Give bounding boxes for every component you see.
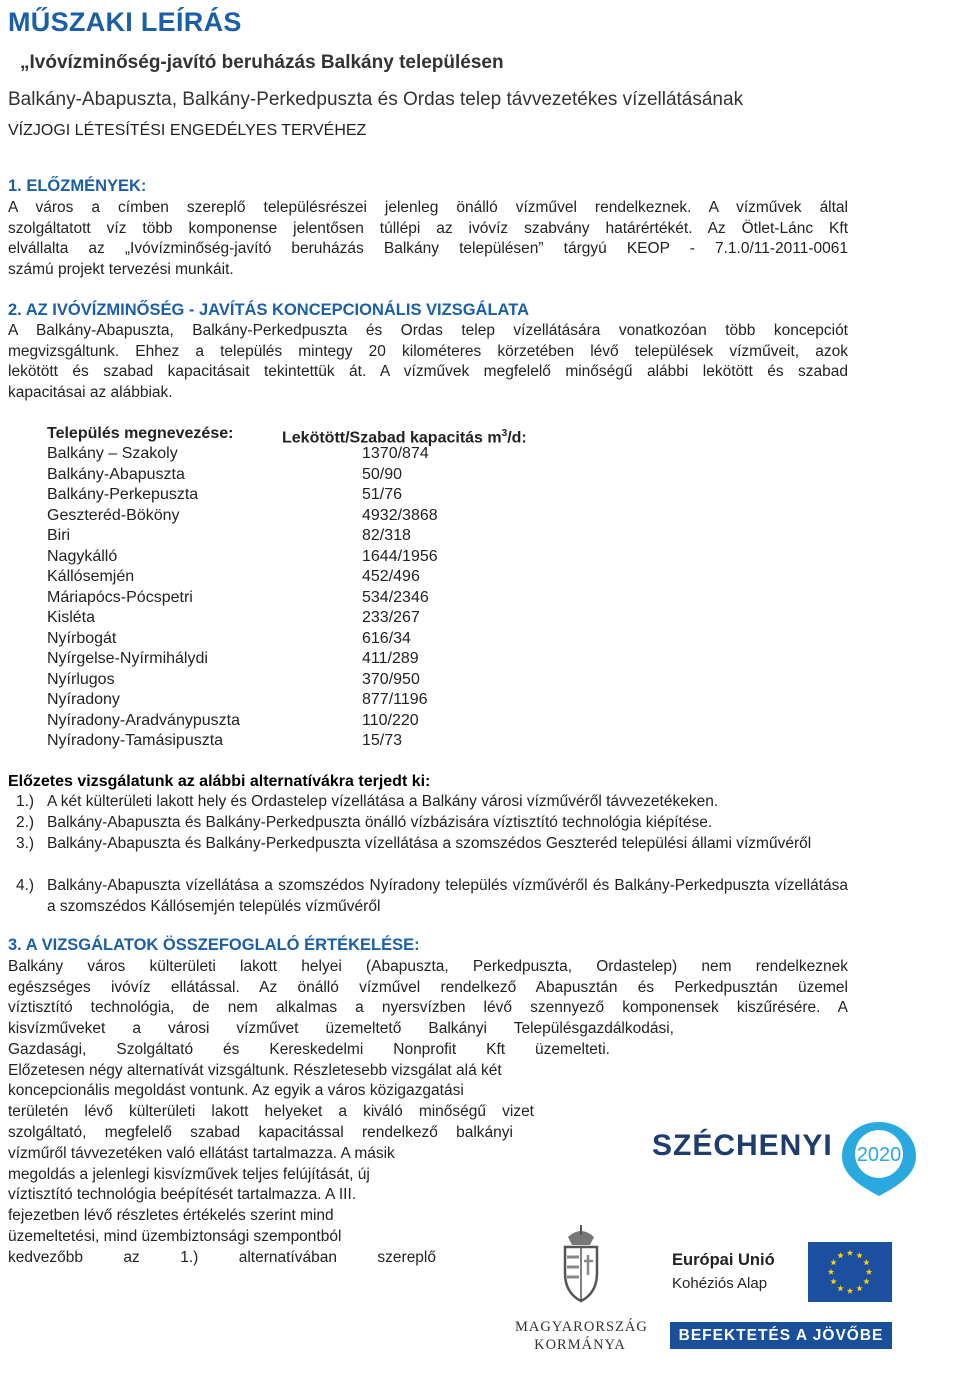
section-3-line: egészséges ivóvíz ellátással. Az önálló vízművel rendelkező Abapusztán és Perkedpusztán üzemel bbox=[8, 978, 848, 996]
alternative-number: 2.) bbox=[16, 814, 35, 831]
table-row bbox=[47, 649, 607, 670]
capacity-value: 370/950 bbox=[362, 670, 420, 688]
section-2-line: megvizsgáltunk. Ehhez a település mintegy 20 kilométeres körzetében lévő települések vízműveit, azok bbox=[8, 342, 848, 360]
settlement-name: Balkány – Szakoly bbox=[47, 445, 178, 462]
coat-of-arms-icon bbox=[560, 1225, 602, 1305]
capacity-table-header bbox=[47, 424, 607, 445]
section-3-line: kisvízműveket a városi vízművet üzemeltető Balkányi Településgazdálkodási, bbox=[8, 1020, 674, 1037]
szechenyi-year: 2020 bbox=[856, 1144, 902, 1166]
szechenyi-logo-text: SZÉCHENYI bbox=[652, 1129, 833, 1162]
alternative-text: Balkány-Abapuszta és Balkány-Perkedpuszta önálló vízbázisára víztisztító technológia kiépítése. bbox=[47, 814, 713, 831]
project-line-3: VÍZJOGI LÉTESÍTÉSI ENGEDÉLYES TERVÉHEZ bbox=[8, 122, 367, 139]
capacity-value: 877/1196 bbox=[362, 691, 428, 708]
capacity-value: 50/90 bbox=[362, 465, 403, 483]
alternative-number: 4.) bbox=[16, 877, 35, 894]
hungarian-government-logo bbox=[515, 1225, 648, 1355]
section-3-body-full bbox=[8, 957, 848, 1019]
table-row bbox=[47, 444, 607, 465]
section-2-line: kapacitásai az alábbiak. bbox=[8, 384, 173, 402]
section-3-line: koncepcionális megoldást vontunk. Az egyik a város közigazgatási bbox=[8, 1082, 464, 1100]
section-3-line: Balkány város külterületi lakott helyei (Abapuszta, Perkedpuszta, Ordastelep) nem rendelkeznek bbox=[8, 958, 848, 975]
section-3-line: víztisztító technológia beépítését tartalmazza. A III. bbox=[8, 1186, 357, 1204]
section-2-heading: 2. AZ IVÓVÍZMINŐSÉG - JAVÍTÁS KONCEPCIONÁLIS VIZSGÁLATA bbox=[8, 301, 530, 319]
table-header-capacity-text: Lekötött/Szabad kapacitás m bbox=[282, 429, 502, 447]
section-2-line: lekötött és szabad kapacitásait tekintettük át. A vízművek megfelelő minőségű alábbi lekötött és szabad bbox=[8, 363, 848, 381]
section-3-line: területén lévő külterületi lakott helyeket a kiváló minőségű vizet bbox=[8, 1103, 534, 1121]
settlement-name: Balkány-Abapuszta bbox=[47, 465, 185, 483]
table-header-capacity-unit: /d: bbox=[507, 429, 527, 447]
section-2-line: A Balkány-Abapuszta, Balkány-Perkedpuszta és Ordas telep vízellátására vonatkozóan több koncepciót bbox=[8, 322, 848, 339]
project-subtitle: „Ivóvízminőség-javító beruházás Balkány településen bbox=[20, 52, 504, 73]
settlement-name: Balkány-Perkepuszta bbox=[47, 486, 199, 503]
table-row bbox=[47, 526, 607, 547]
section-2-body bbox=[8, 321, 848, 404]
alternative-item bbox=[8, 834, 848, 876]
section-3-line: fejezetben lévő részletes értékelés szerint mind bbox=[8, 1207, 334, 1225]
table-row bbox=[47, 690, 607, 711]
government-logo-line-1: MAGYARORSZÁG bbox=[515, 1319, 648, 1335]
table-row bbox=[47, 588, 607, 609]
capacity-value: 1370/874 bbox=[362, 445, 429, 462]
table-row bbox=[47, 629, 607, 650]
table-header-superscript: 3 bbox=[501, 428, 508, 439]
section-3-line: kedvezőbb az 1.) alternatívában szereplő bbox=[8, 1248, 436, 1266]
alternative-item bbox=[8, 813, 848, 834]
section-1-line: számú projekt tervezési munkáit. bbox=[8, 261, 234, 279]
capacity-value: 616/34 bbox=[362, 629, 411, 647]
section-3-line: szolgáltató, megfelelő szabad kapacitással rendelkező balkányi bbox=[8, 1124, 513, 1141]
settlement-name: Kisléta bbox=[47, 609, 96, 626]
table-row bbox=[47, 465, 607, 486]
settlement-name: Biri bbox=[47, 527, 71, 544]
government-logo-line-2: KORMÁNYA bbox=[534, 1337, 626, 1353]
settlement-name: Máriapócs-Pócspetri bbox=[47, 588, 193, 606]
section-1-line: szolgáltatott víz több komponense jelentősen túllépi az ivóvíz szabvány határértékét. Az Ötlet-Lánc Kft bbox=[8, 219, 848, 237]
section-3-line: vízműről távvezetéken való ellátást tartalmazza. A másik bbox=[8, 1144, 395, 1162]
section-3-line: víztisztító technológia, de nem alkalmas a nyersvízben lévő szennyező komponensek kiszűrésére. A bbox=[8, 999, 848, 1017]
eu-cohesion-fund-logo bbox=[660, 1225, 900, 1310]
alternative-text: A két külterületi lakott hely és Ordastelep vízellátása a Balkány városi vízművéről távvezetékeken. bbox=[47, 793, 719, 810]
eu-flag-icon bbox=[808, 1242, 892, 1302]
szechenyi-pin-icon bbox=[834, 1118, 924, 1198]
section-3-heading: 3. A VIZSGÁLATOK ÖSSZEFOGLALÓ ÉRTÉKELÉSE: bbox=[8, 936, 420, 954]
table-row bbox=[47, 485, 607, 506]
alternative-item bbox=[8, 876, 848, 918]
table-row bbox=[47, 547, 607, 568]
settlement-name: Nyírlugos bbox=[47, 670, 115, 688]
alternative-number: 1.) bbox=[16, 793, 35, 810]
table-row bbox=[47, 670, 607, 691]
table-header-settlement: Település megnevezése: bbox=[47, 425, 234, 442]
section-3-line: üzemeltetési, mind üzembiztonsági szempontból bbox=[8, 1228, 342, 1245]
settlement-name: Geszteréd-Bököny bbox=[47, 506, 180, 524]
invest-in-future-banner: BEFEKTETÉS A JÖVŐBE bbox=[670, 1322, 892, 1349]
alternative-item bbox=[8, 792, 848, 813]
settlement-name: Nyírgelse-Nyírmihálydi bbox=[47, 650, 208, 667]
alternatives-heading: Előzetes vizsgálatunk az alábbi alternatívákra terjedt ki: bbox=[8, 773, 431, 790]
settlement-name: Nagykálló bbox=[47, 547, 118, 565]
section-3-line: megoldás a jelenlegi kisvízművek teljes felújítását, új bbox=[8, 1165, 370, 1183]
alternative-number: 3.) bbox=[16, 835, 35, 852]
table-row bbox=[47, 711, 607, 732]
section-3-line: Gazdasági, Szolgáltató és Kereskedelmi Nonprofit Kft üzemelteti. bbox=[8, 1040, 610, 1058]
table-row bbox=[47, 567, 607, 588]
alternative-text: Balkány-Abapuszta és Balkány-Perkedpuszta vízellátása a szomszédos Geszteréd települési állami vízművéről bbox=[47, 835, 812, 852]
capacity-value: 82/318 bbox=[362, 527, 411, 544]
capacity-value: 233/267 bbox=[362, 609, 420, 626]
capacity-value: 452/496 bbox=[362, 568, 420, 585]
szechenyi-2020-logo bbox=[652, 1118, 952, 1198]
table-row bbox=[47, 506, 607, 527]
settlement-name: Nyíradony bbox=[47, 691, 120, 708]
project-line-2: Balkány-Abapuszta, Balkány-Perkedpuszta és Ordas telep távvezetékes vízellátásának bbox=[8, 89, 744, 110]
capacity-value: 15/73 bbox=[362, 732, 403, 749]
capacity-value: 51/76 bbox=[362, 486, 403, 503]
section-1-body bbox=[8, 198, 848, 281]
settlement-name: Nyírbogát bbox=[47, 629, 117, 647]
capacity-value: 534/2346 bbox=[362, 588, 429, 606]
table-row bbox=[47, 731, 607, 752]
section-3-line: Előzetesen négy alternatívát vizsgáltunk. Részletesebb vizsgálat alá két bbox=[8, 1061, 502, 1079]
settlement-name: Kállósemjén bbox=[47, 568, 135, 585]
capacity-value: 1644/1956 bbox=[362, 547, 438, 565]
section-1-heading: 1. ELŐZMÉNYEK: bbox=[8, 177, 147, 195]
eu-logo-line-1: Európai Unió bbox=[672, 1251, 775, 1269]
capacity-value: 4932/3868 bbox=[362, 506, 438, 524]
section-1-line: A város a címben szereplő településrészei jelenleg önálló vízművel rendelkeznek. A vízművek által bbox=[8, 199, 848, 216]
eu-logo-line-2: Kohéziós Alap bbox=[672, 1275, 768, 1292]
document-title: MŰSZAKI LEÍRÁS bbox=[8, 7, 242, 37]
settlement-name: Nyíradony-Tamásipuszta bbox=[47, 732, 224, 749]
section-1-line: elvállalta az „Ivóvízminőség-javító beruházás Balkány településen” tárgyú KEOP - 7.1.0/11-2011-0061 bbox=[8, 240, 848, 258]
capacity-value: 411/289 bbox=[362, 650, 419, 667]
table-row bbox=[47, 608, 607, 629]
alternative-text: Balkány-Abapuszta vízellátása a szomszédos Nyíradony település vízművéről és Balkány-Perkedpuszta vízellátása a szomszédos Kállósemjén település vízművéről bbox=[47, 877, 848, 915]
settlement-name: Nyíradony-Aradványpuszta bbox=[47, 711, 240, 729]
capacity-value: 110/220 bbox=[362, 711, 419, 729]
